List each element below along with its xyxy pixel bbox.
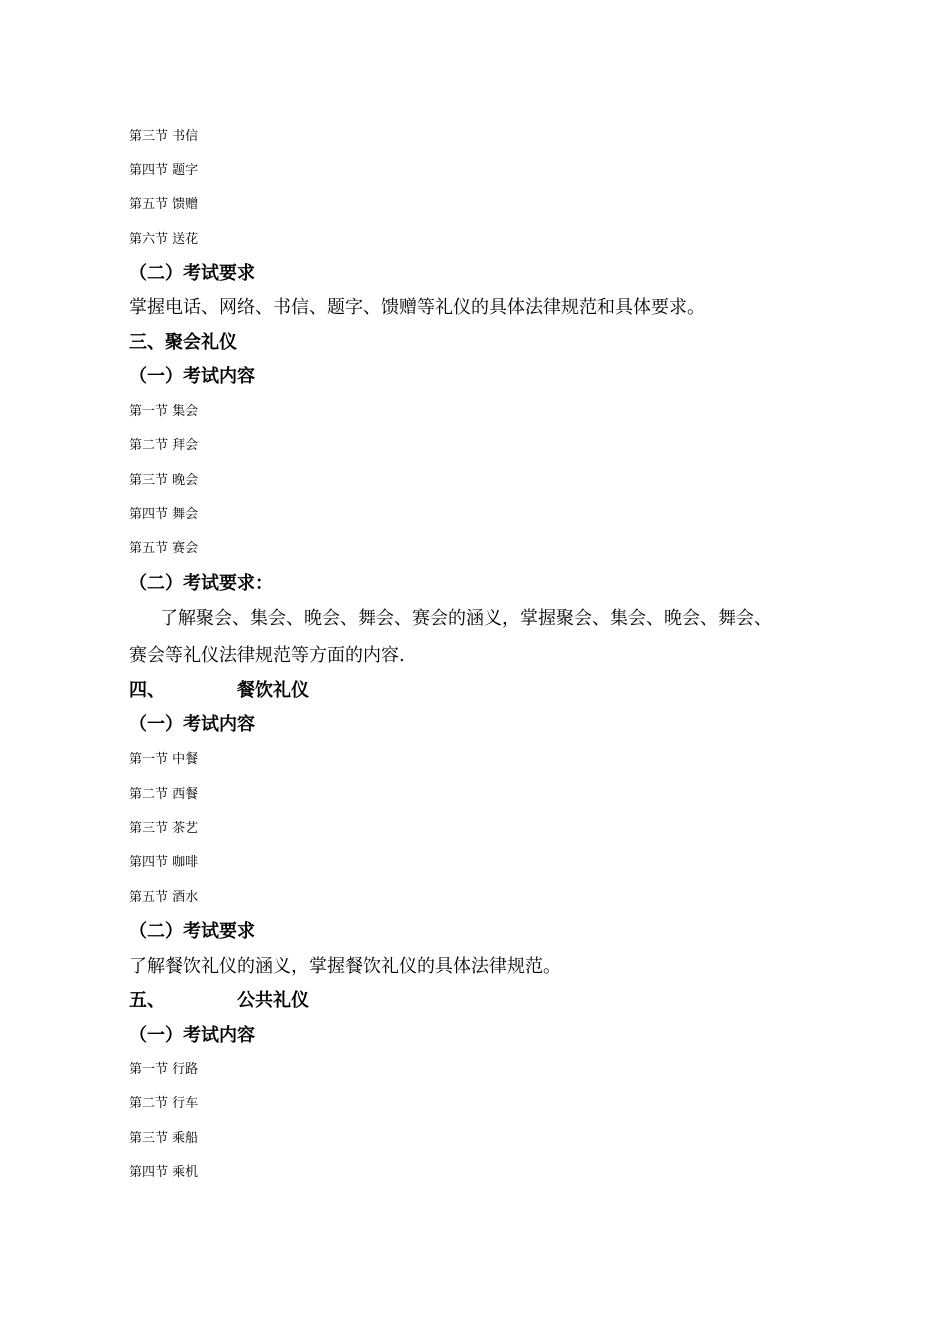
section4-item-1: 第一节 中餐 xyxy=(129,752,199,767)
section4-item-2: 第二节 西餐 xyxy=(129,787,199,802)
section3-item-4: 第四节 舞会 xyxy=(129,507,199,522)
section3-item-5: 第五节 赛会 xyxy=(129,541,199,556)
section4-number: 四、 xyxy=(129,680,165,701)
section4-content-heading: （一）考试内容 xyxy=(129,714,255,735)
section4-item-5: 第五节 酒水 xyxy=(129,890,199,905)
section2-item-3: 第三节 书信 xyxy=(129,129,199,144)
section4-requirements-text: 了解餐饮礼仪的涵义，掌握餐饮礼仪的具体法律规范。 xyxy=(129,956,561,977)
section3-item-1: 第一节 集会 xyxy=(129,404,199,419)
section5-content-heading: （一）考试内容 xyxy=(129,1025,255,1046)
section2-item-4: 第四节 题字 xyxy=(129,163,199,178)
section2-requirements-heading: （二）考试要求 xyxy=(129,263,255,284)
section3-requirements-heading: （二）考试要求： xyxy=(129,573,273,594)
section4-title xyxy=(129,682,309,700)
section4-requirements-heading: （二）考试要求 xyxy=(129,921,255,942)
section4-item-3: 第三节 茶艺 xyxy=(129,821,199,836)
section5-item-3: 第三节 乘船 xyxy=(129,1131,199,1146)
section5-item-2: 第二节 行车 xyxy=(129,1096,199,1111)
section3-content-heading: （一）考试内容 xyxy=(129,366,255,387)
section3-requirements-line2: 赛会等礼仪法律规范等方面的内容. xyxy=(129,645,405,666)
section3-title: 三、聚会礼仪 xyxy=(129,332,237,353)
section4-title-text: 餐饮礼仪 xyxy=(237,680,309,701)
section5-number: 五、 xyxy=(129,990,165,1011)
section3-requirements-line1: 了解聚会、集会、晚会、舞会、赛会的涵义，掌握聚会、集会、晚会、舞会、 xyxy=(160,608,772,629)
section5-title-text: 公共礼仪 xyxy=(237,990,309,1011)
section2-item-6: 第六节 送花 xyxy=(129,232,199,247)
section5-title xyxy=(129,992,309,1010)
section2-item-5: 第五节 馈赠 xyxy=(129,197,199,212)
section5-item-4: 第四节 乘机 xyxy=(129,1165,199,1180)
section3-item-2: 第二节 拜会 xyxy=(129,438,199,453)
section2-requirements-text: 掌握电话、网络、书信、题字、馈赠等礼仪的具体法律规范和具体要求。 xyxy=(129,297,705,318)
section4-item-4: 第四节 咖啡 xyxy=(129,855,199,870)
section3-item-3: 第三节 晚会 xyxy=(129,473,199,488)
section5-item-1: 第一节 行路 xyxy=(129,1062,199,1077)
